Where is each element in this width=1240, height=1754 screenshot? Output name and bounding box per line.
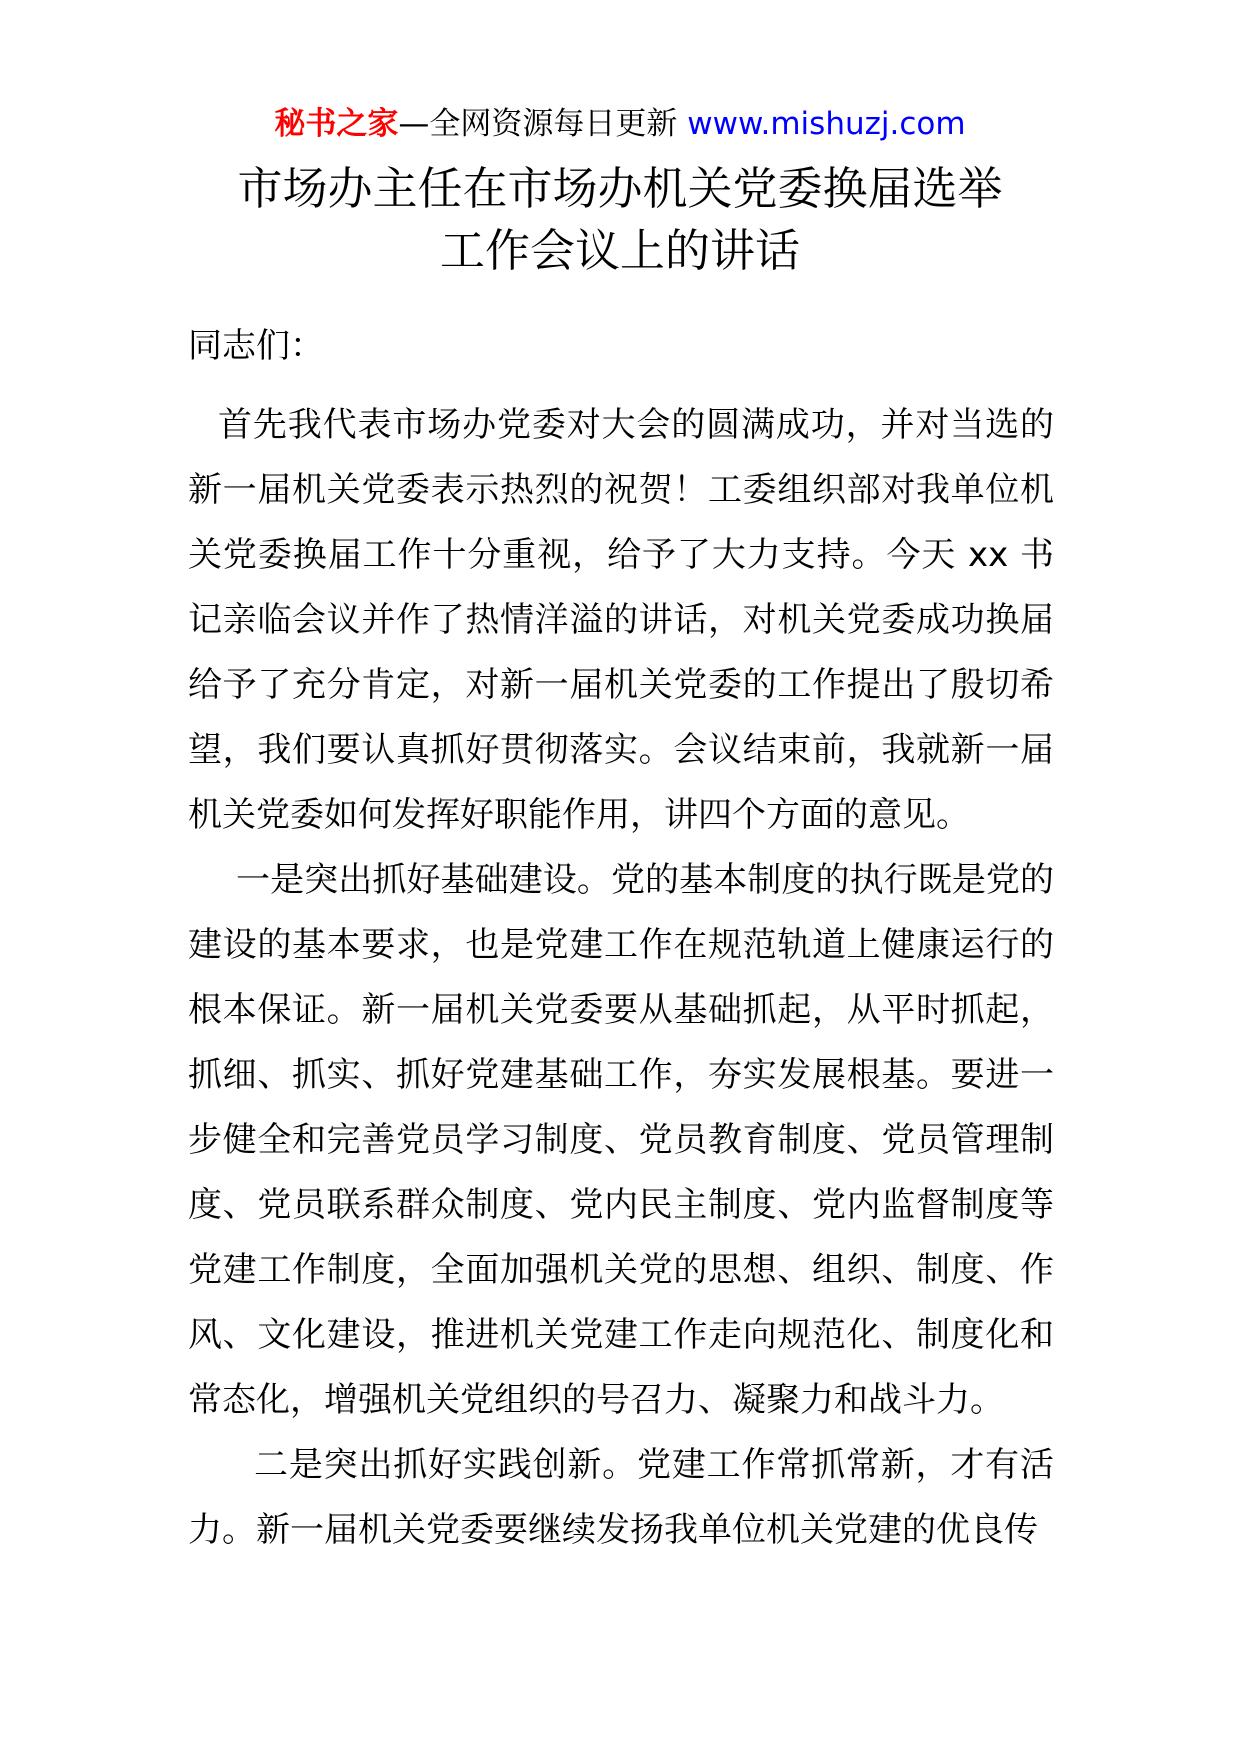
site-url-link[interactable]: www.mishuzj.com bbox=[687, 106, 966, 142]
paragraph-opening: 首先我代表市场办党委对大会的圆满成功，并对当选的新一届机关党委表示热烈的祝贺！工委组织部对我单位机关党委换届工作十分重视，给予了大力支持。今天 xx 书记亲临会议并作了热情洋溢的讲话，对机关党委成功换届给予了充分肯定，对新一届机关党委的工作提出了殷切希望，我们要认真抓好贯彻落实。会议结束前，我就新一届机关党委如何发挥好职能作用，讲四个方面的意见。 bbox=[188, 405, 1054, 835]
salutation: 同志们： bbox=[188, 326, 324, 366]
paragraph-point-two: 二是突出抓好实践创新。党建工作常抓常新，才有活力。新一届机关党委要继续发扬我单位机关党建的优良传 bbox=[188, 1445, 1054, 1550]
banner-slogan: —全网资源每日更新 bbox=[398, 106, 688, 142]
title-line-2: 工作会议上的讲话 bbox=[439, 224, 800, 277]
document-title bbox=[0, 158, 1240, 282]
document-body bbox=[188, 393, 1054, 1563]
title-line-1: 市场办主任在市场办机关党委换届选举 bbox=[237, 162, 1003, 215]
paragraph-point-one: 一是突出抓好基础建设。党的基本制度的执行既是党的建设的基本要求，也是党建工作在规范轨道上健康运行的根本保证。新一届机关党委要从基础抓起，从平时抓起，抓细、抓实、抓好党建基础工作，夯实发展根基。要进一步健全和完善党员学习制度、党员教育制度、党员管理制度、党员联系群众制度、党内民主制度、党内监督制度等党建工作制度，全面加强机关党的思想、组织、制度、作风、文化建设，推进机关党建工作走向规范化、制度化和常态化，增强机关党组织的号召力、凝聚力和战斗力。 bbox=[188, 860, 1054, 1420]
site-banner bbox=[0, 102, 1240, 146]
brand-name: 秘书之家 bbox=[274, 106, 399, 142]
